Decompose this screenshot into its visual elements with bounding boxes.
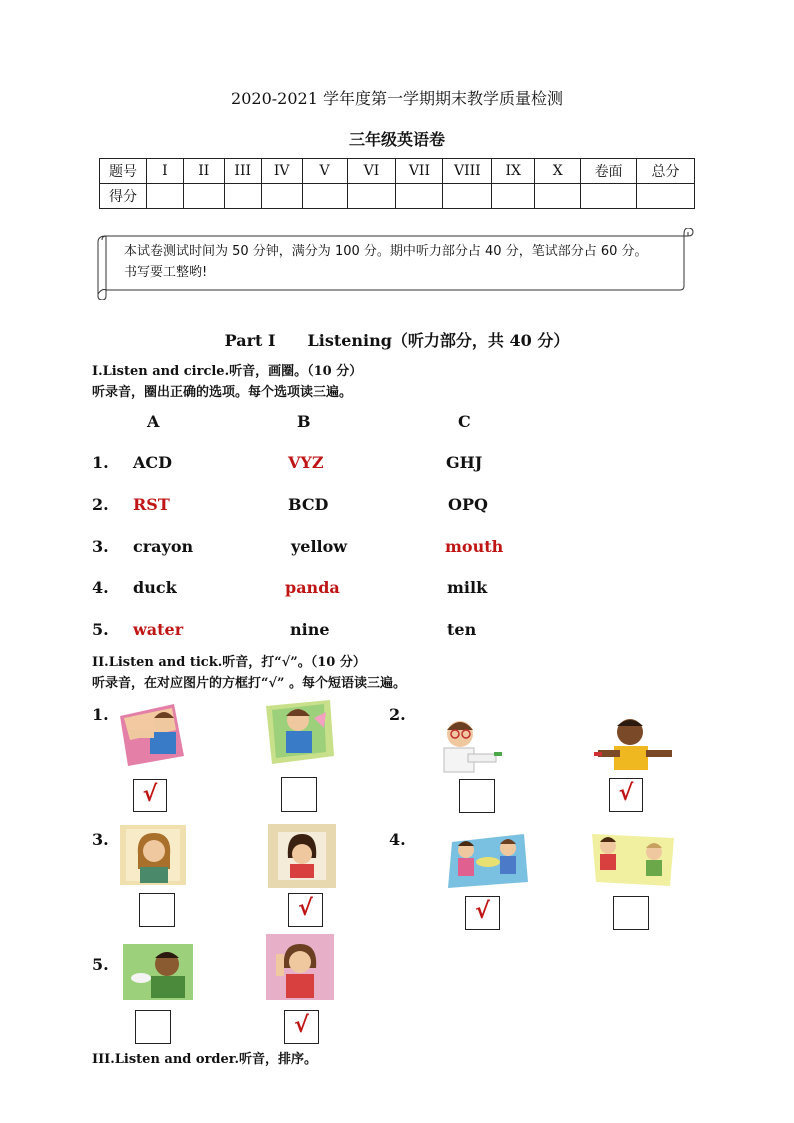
option-b[interactable]: yellow <box>291 537 348 556</box>
score-input-cell[interactable] <box>347 184 396 209</box>
table-cell: X <box>535 159 581 184</box>
question-number: 5. <box>92 955 109 974</box>
option-c-answer[interactable]: mouth <box>445 537 504 556</box>
question-number: 4. <box>389 830 406 849</box>
boy-waving-picture <box>264 698 336 768</box>
boy-crayon-picture <box>594 712 676 774</box>
option-b-answer[interactable]: panda <box>285 578 340 597</box>
tick-box[interactable] <box>139 893 175 927</box>
tick-box[interactable] <box>135 1010 171 1044</box>
column-header-b: B <box>297 412 311 431</box>
tick-box-checked[interactable]: √ <box>609 778 643 812</box>
score-input-cell[interactable] <box>146 184 183 209</box>
option-c[interactable]: OPQ <box>448 495 488 514</box>
tick-box[interactable] <box>613 896 649 930</box>
tick-box[interactable] <box>459 779 495 813</box>
kids-sharing-picture <box>446 832 528 890</box>
table-cell: VIII <box>443 159 492 184</box>
option-a-answer[interactable]: RST <box>133 495 170 514</box>
table-cell: II <box>183 159 224 184</box>
notice-text <box>124 241 684 283</box>
tick-box-checked[interactable]: √ <box>284 1010 319 1044</box>
score-input-cell[interactable] <box>183 184 224 209</box>
table-cell: IV <box>261 159 302 184</box>
question-number: 1. <box>92 453 109 472</box>
part-title: Part I Listening（听力部分，共 40 分） <box>224 331 570 350</box>
option-a[interactable]: crayon <box>133 537 194 556</box>
score-input-cell[interactable] <box>492 184 535 209</box>
tick-box-checked[interactable]: √ <box>465 896 500 930</box>
column-header-a: A <box>147 412 160 431</box>
girl-waving-picture <box>266 934 334 1000</box>
table-cell: 总分 <box>637 159 695 184</box>
question-number: 2. <box>389 705 406 724</box>
option-c[interactable]: GHJ <box>446 453 483 472</box>
section-title: I.Listen and circle.听音，画圈。（10 分） <box>92 364 363 379</box>
column-header-c: C <box>458 412 471 431</box>
tick-box-checked[interactable]: √ <box>288 893 323 927</box>
score-input-cell[interactable] <box>302 184 347 209</box>
option-b[interactable]: BCD <box>288 495 329 514</box>
section-title: III.Listen and order.听音，排序。 <box>92 1052 317 1067</box>
table-cell: III <box>224 159 261 184</box>
table-cell: 卷面 <box>581 159 637 184</box>
boy-eating-picture <box>123 944 193 1000</box>
option-a[interactable]: duck <box>133 578 177 597</box>
option-c[interactable]: ten <box>447 620 477 639</box>
section-desc: 听录音，圈出正确的选项。每个选项读三遍。 <box>92 385 353 400</box>
notice-line: 书写要工整哟! <box>124 265 208 280</box>
table-cell: V <box>302 159 347 184</box>
score-table <box>99 158 695 209</box>
question-number: 3. <box>92 830 109 849</box>
question-number: 5. <box>92 620 109 639</box>
boy-glasses-picture <box>438 712 504 774</box>
girl-in-window-picture <box>268 824 336 888</box>
kids-talking-picture <box>590 830 676 888</box>
table-cell: 题号 <box>100 159 147 184</box>
score-input-cell[interactable] <box>261 184 302 209</box>
question-number: 4. <box>92 578 109 597</box>
girl-brown-hair-picture <box>120 825 186 885</box>
score-input-cell[interactable] <box>637 184 695 209</box>
score-table-header-row <box>100 159 695 184</box>
score-input-cell[interactable] <box>443 184 492 209</box>
score-input-cell[interactable] <box>396 184 443 209</box>
boy-pointing-picture <box>114 700 186 768</box>
question-number: 1. <box>92 705 109 724</box>
exam-subtitle: 三年级英语卷 <box>348 130 445 149</box>
option-b[interactable]: nine <box>290 620 330 639</box>
section-title: II.Listen and tick.听音，打“√”。（10 分） <box>92 655 366 670</box>
table-cell: I <box>146 159 183 184</box>
tick-box-checked[interactable]: √ <box>133 779 167 812</box>
table-cell: 得分 <box>100 184 147 209</box>
notice-line: 本试卷测试时间为 50 分钟，满分为 100 分。期中听力部分占 40 分，笔试部分占 60 分。 <box>124 244 648 259</box>
question-number: 2. <box>92 495 109 514</box>
score-input-cell[interactable] <box>581 184 637 209</box>
score-table-score-row <box>100 184 695 209</box>
notice-scroll <box>96 228 694 298</box>
option-a-answer[interactable]: water <box>133 620 184 639</box>
table-cell: IX <box>492 159 535 184</box>
score-input-cell[interactable] <box>224 184 261 209</box>
question-number: 3. <box>92 537 109 556</box>
option-b-answer[interactable]: VYZ <box>288 453 324 472</box>
score-input-cell[interactable] <box>535 184 581 209</box>
exam-title: 2020-2021 学年度第一学期期末教学质量检测 <box>231 89 563 108</box>
option-c[interactable]: milk <box>447 578 488 597</box>
tick-box[interactable] <box>281 777 317 812</box>
section-desc: 听录音，在对应图片的方框打“√” 。每个短语读三遍。 <box>92 676 407 691</box>
option-a[interactable]: ACD <box>133 453 173 472</box>
table-cell: VII <box>396 159 443 184</box>
table-cell: VI <box>347 159 396 184</box>
